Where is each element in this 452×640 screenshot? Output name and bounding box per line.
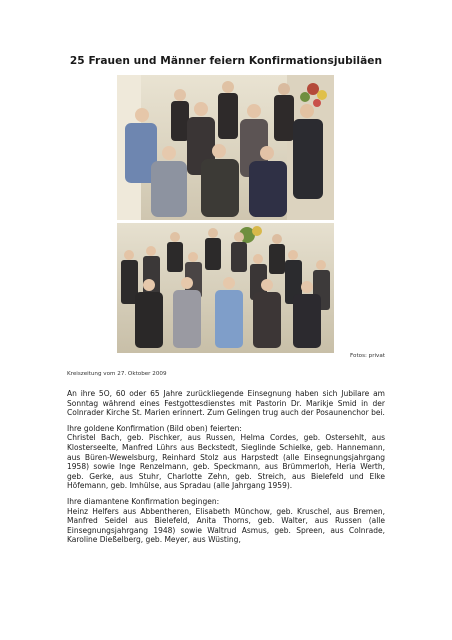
diamond-paragraph: [67, 497, 385, 545]
gold-names: Christel Bach, geb. Pischker, aus Russen, Helma Cordes, geb. Ostersehlt, aus Klosterseelte, Manfred Lührs aus Beckstedt, Sieglinde Schielke, geb. Hannemann, aus Büren-Wewelsburg, Reinhard Stolz aus Harpstedt (alle Einsegnungsjahrgang 1958) sowie Inge Renzelmann, geb. Speckmann, aus Brümmerloh, Heria Werth, geb. Gerke, aus Stuhr, Charlotte Zehn, geb. Streich, aus Bielefeld und Elke Höfemann, geb. Imhülse, aus Spradau (alle Jahrgang 1959).: [67, 433, 385, 491]
article-source: Kreiszeitung vom 27. Oktober 2009: [67, 371, 167, 377]
diamond-names: Heinz Helfers aus Abbentheren, Elisabeth Münchow, geb. Kruschel, aus Bremen, Manfred Seidel aus Bielefeld, Anita Thorns, geb. Walter, aus Russen (alle Einsegnungsjahrgang 1948) sowie Waltrud Asmus, geb. Spreen, aus Colnrade, Karoline Dießelberg, geb. Meyer, aus Wüsting,: [67, 506, 385, 545]
article-body: [67, 389, 385, 551]
photo-credit: Fotos: privat: [350, 353, 385, 359]
group-photo-golden: [117, 75, 334, 220]
diamond-heading: Ihre diamantene Konfirmation begingen:: [67, 496, 220, 506]
gold-heading: Ihre goldene Konfirmation (Bild oben) feierten:: [67, 423, 242, 433]
group-photo-diamond: [117, 223, 334, 353]
intro-paragraph: An ihre 5O, 60 oder 65 Jahre zurückliegende Einsegnung haben sich Jubilare am Sonntag während eines Festgottesdienstes mit Pastorin Dr. Marikje Smid in der Colnrader Kirche St. Marien erinnert. Zum Gelingen trug auch der Posaunenchor bei.: [67, 389, 385, 418]
article-headline: 25 Frauen und Männer feiern Konfirmationsjubiläen: [69, 55, 383, 67]
gold-paragraph: [67, 424, 385, 491]
